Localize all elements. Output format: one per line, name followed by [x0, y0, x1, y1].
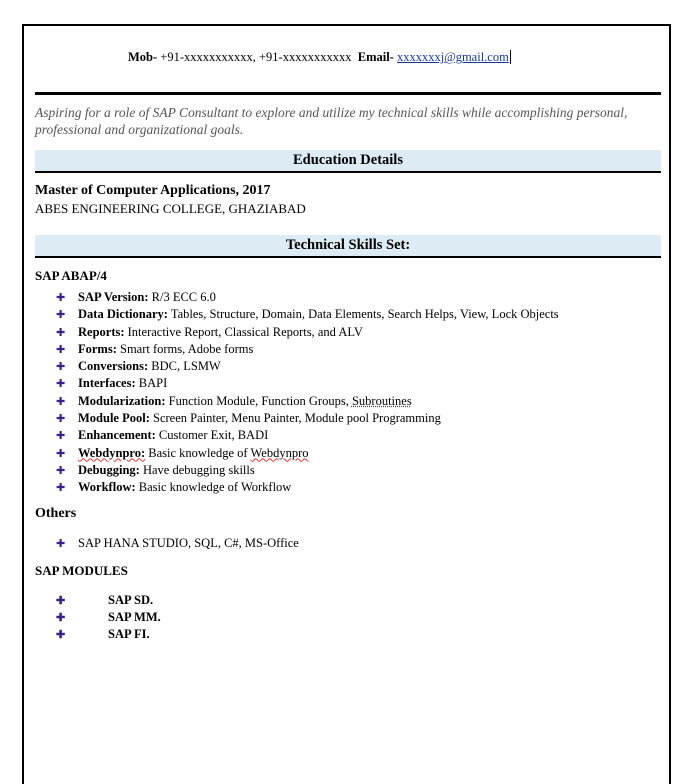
arrow-bullet-icon: [56, 593, 68, 610]
skill-label: Modularization:: [78, 393, 166, 408]
module-text: SAP SD.: [108, 593, 154, 607]
arrow-bullet-icon: [56, 610, 68, 627]
email-link[interactable]: xxxxxxxj@gmail.com: [396, 50, 509, 64]
skill-text: Function Module, Function Groups,: [168, 393, 352, 408]
skill-text: R/3 ECC 6.0: [151, 290, 216, 304]
skill-text: Smart forms, Adobe forms: [120, 341, 254, 356]
skill-text: Interactive Report, Classical Reports, and ALV: [127, 324, 363, 339]
arrow-bullet-icon: [56, 411, 68, 428]
list-item: [56, 609, 161, 626]
header-rule: [35, 92, 661, 95]
arrow-bullet-icon: [56, 536, 68, 553]
skill-text-spellcheck: Webdynpro: [250, 445, 309, 460]
contact-line: [128, 50, 511, 65]
skill-label: Data Dictionary:: [78, 307, 168, 322]
college: ABES ENGINEERING COLLEGE, GHAZIABAD: [35, 201, 306, 216]
skill-text: Customer Exit, BADI: [158, 428, 269, 443]
skill-label: Module Pool:: [78, 411, 150, 426]
module-text: SAP FI.: [108, 627, 150, 641]
skill-text: BAPI: [138, 376, 168, 391]
skill-label: Workflow:: [78, 480, 136, 495]
skill-text-underlined: Subroutines: [351, 393, 412, 408]
arrow-bullet-icon: [56, 376, 68, 393]
list-item: [56, 375, 559, 392]
skill-label: Webdynpro:: [78, 445, 146, 460]
arrow-bullet-icon: [56, 394, 68, 411]
others-heading: Others: [35, 506, 77, 521]
arrow-bullet-icon: [56, 428, 68, 445]
list-item: [56, 358, 559, 375]
modules-list: [56, 592, 161, 643]
skill-label: Interfaces:: [78, 376, 136, 391]
list-item: [56, 341, 559, 358]
skill-label: Forms:: [78, 341, 117, 356]
list-item: [56, 410, 559, 427]
skill-label: Enhancement:: [78, 428, 156, 443]
skill-label: SAP Version:: [78, 290, 149, 304]
skill-text: Tables, Structure, Domain, Data Elements, Search Helps, View, Lock Objects: [170, 307, 559, 322]
list-item: [56, 427, 559, 444]
skills-rule: [35, 256, 661, 258]
arrow-bullet-icon: [56, 446, 68, 463]
list-item: [56, 445, 559, 462]
list-item: [56, 324, 559, 341]
skills-heading: Technical Skills Set:: [35, 235, 661, 256]
arrow-bullet-icon: [56, 325, 68, 342]
list-item: [56, 393, 559, 410]
list-item: [56, 289, 559, 306]
degree: Master of Computer Applications, 2017: [35, 183, 271, 198]
arrow-bullet-icon: [56, 307, 68, 324]
arrow-bullet-icon: [56, 342, 68, 359]
education-rule: [35, 171, 661, 173]
skill-text: Have debugging skills: [142, 462, 255, 477]
others-list: [56, 535, 299, 553]
list-item: [56, 306, 559, 323]
skill-label: Conversions:: [78, 359, 149, 374]
objective-text: Aspiring for a role of SAP Consultant to explore and utilize my technical skills while accomplishing personal, professional and organizational goals.: [35, 105, 628, 137]
sap-abap-heading: SAP ABAP/4: [35, 268, 107, 283]
list-item: [56, 462, 559, 479]
arrow-bullet-icon: [56, 359, 68, 376]
sap-modules-heading: SAP MODULES: [35, 563, 128, 578]
arrow-bullet-icon: [56, 480, 68, 497]
skill-text: Screen Painter, Menu Painter, Module pool Programming: [153, 411, 441, 426]
skills-list: [56, 289, 559, 497]
skill-text: Basic knowledge of: [148, 445, 251, 460]
list-item: [56, 535, 299, 553]
mob-value: +91-xxxxxxxxxxx, +91-xxxxxxxxxxx: [160, 50, 352, 64]
list-item: [56, 592, 161, 609]
arrow-bullet-icon: [56, 290, 68, 307]
skill-label: Debugging:: [78, 462, 140, 477]
skill-text: Basic knowledge of Workflow: [138, 480, 292, 495]
module-text: SAP MM.: [108, 610, 161, 624]
others-text: SAP HANA STUDIO, SQL, C#, MS-Office: [78, 536, 299, 550]
skill-label: Reports:: [78, 324, 125, 339]
email-label: Email-: [357, 50, 394, 64]
mob-label: Mob-: [128, 50, 158, 64]
skill-text: BDC, LSMW: [151, 359, 221, 374]
list-item: [56, 479, 559, 496]
arrow-bullet-icon: [56, 463, 68, 480]
list-item: [56, 626, 161, 643]
education-heading: Education Details: [35, 150, 661, 171]
arrow-bullet-icon: [56, 627, 68, 644]
